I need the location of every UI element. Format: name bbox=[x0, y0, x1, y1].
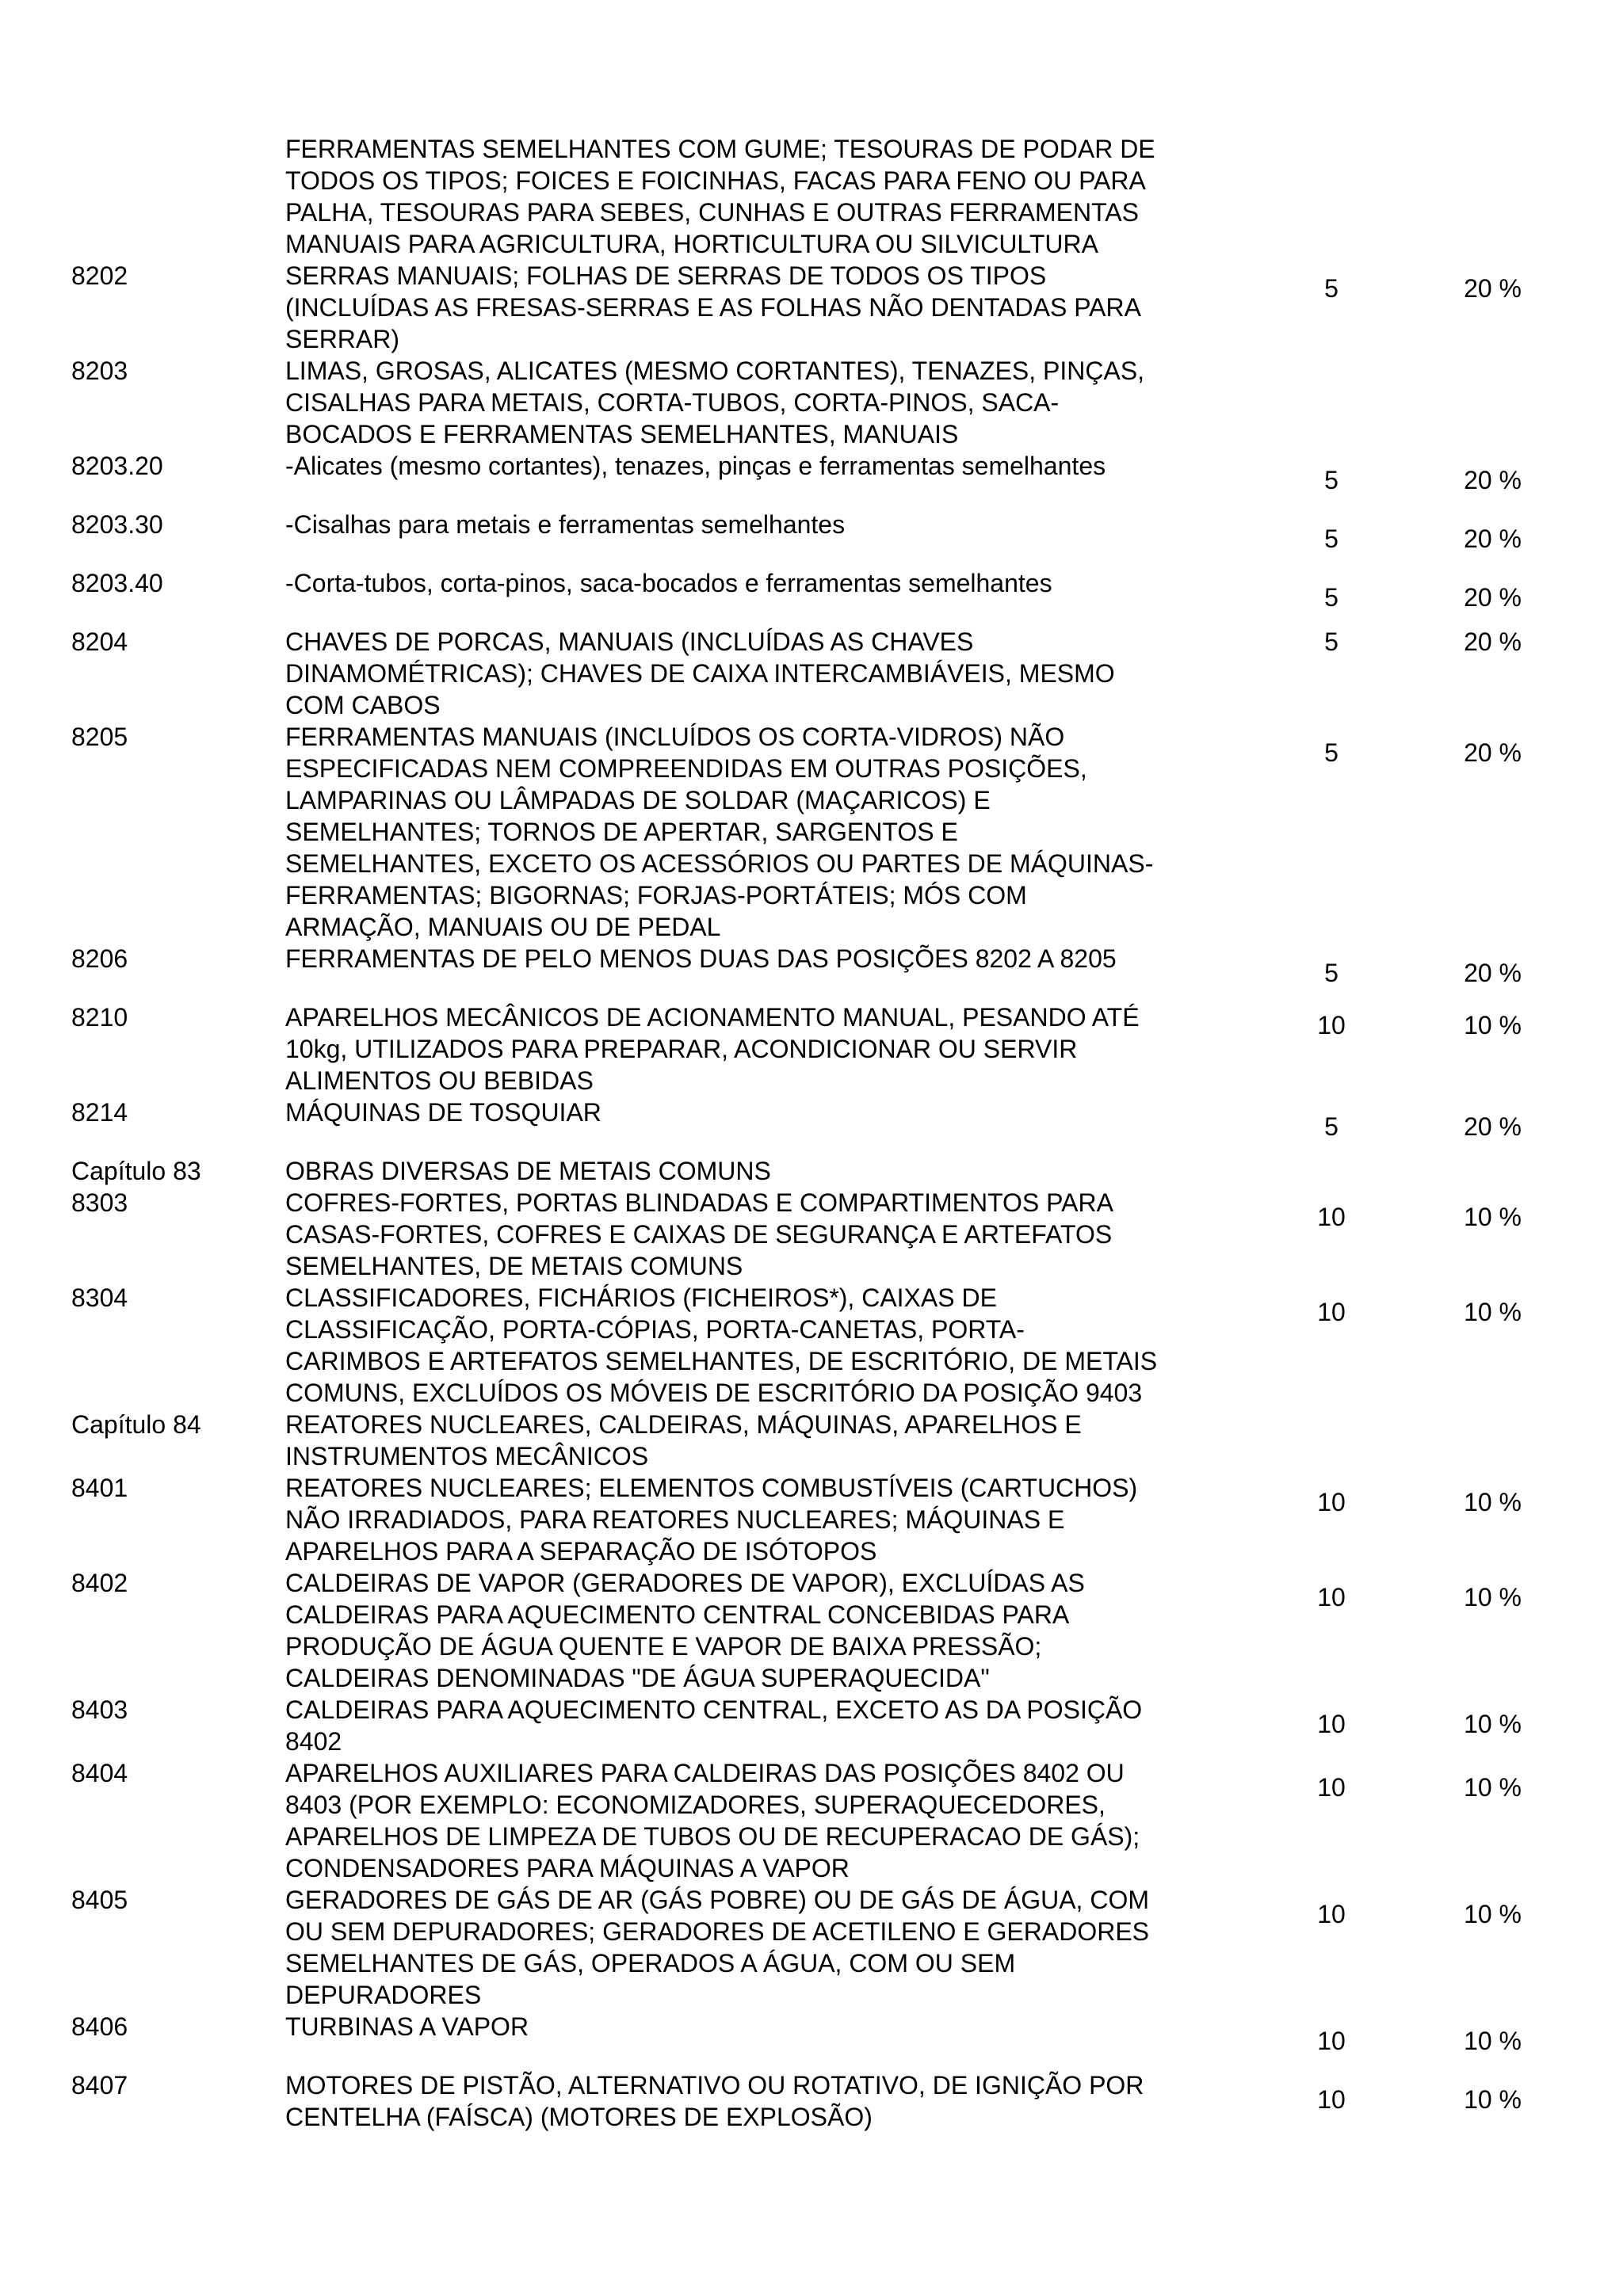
rate-value: 10 % bbox=[1464, 1583, 1522, 1611]
ncm-code: 8206 bbox=[71, 944, 128, 973]
description-line: CALDEIRAS DE VAPOR (GERADORES DE VAPOR), EXCLUÍDAS AS bbox=[285, 1569, 1085, 1597]
product-description bbox=[285, 1409, 1268, 1472]
description-line: TODOS OS TIPOS; FOICES E FOICINHAS, FACAS PARA FENO OU PARA bbox=[285, 166, 1146, 195]
description-line: CALDEIRAS DENOMINADAS "DE ÁGUA SUPERAQUECIDA" bbox=[285, 1664, 990, 1692]
product-description bbox=[285, 1282, 1268, 1409]
description-line: FERRAMENTAS DE PELO MENOS DUAS DAS POSIÇÕES 8202 A 8205 bbox=[285, 944, 1117, 973]
ncm-code: 8406 bbox=[71, 2012, 128, 2041]
years-value: 10 bbox=[1317, 1203, 1346, 1231]
rate-value: 10 % bbox=[1464, 1298, 1522, 1326]
description-line: REATORES NUCLEARES, CALDEIRAS, MÁQUINAS, APARELHOS E bbox=[285, 1410, 1082, 1439]
years-value: 10 bbox=[1317, 2085, 1346, 2114]
product-description bbox=[285, 133, 1268, 355]
ncm-code: 8202 bbox=[71, 261, 128, 290]
years-value: 5 bbox=[1324, 274, 1338, 303]
ncm-code: 8203.20 bbox=[71, 452, 163, 480]
description-line: FERRAMENTAS; BIGORNAS; FORJAS-PORTÁTEIS; MÓS COM bbox=[285, 881, 1027, 910]
rate-value: 10 % bbox=[1464, 1011, 1522, 1039]
years-value: 5 bbox=[1324, 627, 1338, 656]
product-description bbox=[285, 1694, 1268, 1757]
description-line: APARELHOS MECÂNICOS DE ACIONAMENTO MANUAL, PESANDO ATÉ bbox=[285, 1003, 1140, 1032]
ncm-code: Capítulo 83 bbox=[71, 1157, 201, 1185]
ncm-code: 8203.30 bbox=[71, 510, 163, 539]
years-value: 5 bbox=[1324, 1112, 1338, 1141]
ncm-code: 8304 bbox=[71, 1283, 128, 1312]
rate-value: 20 % bbox=[1464, 738, 1522, 767]
ncm-code: 8407 bbox=[71, 2071, 128, 2100]
description-line: APARELHOS DE LIMPEZA DE TUBOS OU DE RECUPERACAO DE GÁS); bbox=[285, 1822, 1140, 1851]
ncm-code: 8203 bbox=[71, 357, 128, 385]
years-value: 5 bbox=[1324, 524, 1338, 553]
product-description bbox=[285, 1472, 1268, 1567]
description-line: MANUAIS PARA AGRICULTURA, HORTICULTURA OU SILVICULTURA bbox=[285, 230, 1098, 258]
years-value: 10 bbox=[1317, 1488, 1346, 1516]
rate-value: 20 % bbox=[1464, 583, 1522, 612]
ncm-code: 8203.40 bbox=[71, 569, 163, 597]
description-line: PRODUÇÃO DE ÁGUA QUENTE E VAPOR DE BAIXA PRESSÃO; bbox=[285, 1632, 1042, 1661]
description-line: APARELHOS PARA A SEPARAÇÃO DE ISÓTOPOS bbox=[285, 1537, 877, 1566]
description-line: SERRAS MANUAIS; FOLHAS DE SERRAS DE TODOS OS TIPOS bbox=[285, 261, 1047, 290]
ncm-code: 8303 bbox=[71, 1188, 128, 1217]
description-line: INSTRUMENTOS MECÂNICOS bbox=[285, 1442, 649, 1470]
product-description bbox=[285, 626, 1268, 721]
years-value: 5 bbox=[1324, 959, 1338, 987]
description-line: SEMELHANTES, EXCETO OS ACESSÓRIOS OU PARTES DE MÁQUINAS- bbox=[285, 849, 1154, 878]
description-line: -Alicates (mesmo cortantes), tenazes, pinças e ferramentas semelhantes bbox=[285, 452, 1106, 480]
description-line: CLASSIFICAÇÃO, PORTA-CÓPIAS, PORTA-CANETAS, PORTA- bbox=[285, 1315, 1025, 1344]
rate-value: 20 % bbox=[1464, 1112, 1522, 1141]
description-line: GERADORES DE GÁS DE AR (GÁS POBRE) OU DE GÁS DE ÁGUA, COM bbox=[285, 1886, 1149, 1914]
rate-value: 20 % bbox=[1464, 466, 1522, 494]
description-line: CHAVES DE PORCAS, MANUAIS (INCLUÍDAS AS CHAVES bbox=[285, 627, 974, 656]
years-value: 10 bbox=[1317, 1773, 1346, 1802]
ncm-code: 8404 bbox=[71, 1759, 128, 1787]
product-description bbox=[285, 450, 1268, 482]
description-line: APARELHOS AUXILIARES PARA CALDEIRAS DAS POSIÇÕES 8402 OU bbox=[285, 1759, 1125, 1787]
product-description bbox=[285, 355, 1268, 450]
rate-value: 20 % bbox=[1464, 274, 1522, 303]
description-line: MOTORES DE PISTÃO, ALTERNATIVO OU ROTATIVO, DE IGNIÇÃO POR bbox=[285, 2071, 1144, 2100]
description-line: ARMAÇÃO, MANUAIS OU DE PEDAL bbox=[285, 913, 721, 941]
description-line: CARIMBOS E ARTEFATOS SEMELHANTES, DE ESCRITÓRIO, DE METAIS bbox=[285, 1347, 1158, 1375]
description-line: MÁQUINAS DE TOSQUIAR bbox=[285, 1098, 601, 1127]
description-line: SEMELHANTES DE GÁS, OPERADOS A ÁGUA, COM OU SEM bbox=[285, 1949, 1016, 1978]
product-description bbox=[285, 2069, 1268, 2133]
description-line: 8403 (POR EXEMPLO: ECONOMIZADORES, SUPERAQUECEDORES, bbox=[285, 1791, 1106, 1819]
years-value: 10 bbox=[1317, 1583, 1346, 1611]
description-line: COMUNS, EXCLUÍDOS OS MÓVEIS DE ESCRITÓRIO DA POSIÇÃO 9403 bbox=[285, 1379, 1143, 1407]
rate-value: 10 % bbox=[1464, 1710, 1522, 1738]
years-value: 10 bbox=[1317, 1011, 1346, 1039]
years-value: 10 bbox=[1317, 1710, 1346, 1738]
years-value: 5 bbox=[1324, 738, 1338, 767]
product-description bbox=[285, 1097, 1268, 1128]
description-line: CASAS-FORTES, COFRES E CAIXAS DE SEGURANÇA E ARTEFATOS bbox=[285, 1220, 1113, 1249]
product-description bbox=[285, 567, 1268, 599]
product-description bbox=[285, 1155, 1268, 1187]
description-line: CISALHAS PARA METAIS, CORTA-TUBOS, CORTA-PINOS, SACA- bbox=[285, 388, 1060, 417]
product-description bbox=[285, 1187, 1268, 1282]
product-description bbox=[285, 509, 1268, 540]
years-value: 10 bbox=[1317, 1900, 1346, 1928]
rate-value: 10 % bbox=[1464, 1773, 1522, 1802]
rate-value: 10 % bbox=[1464, 2027, 1522, 2055]
description-line: NÃO IRRADIADOS, PARA REATORES NUCLEARES; MÁQUINAS E bbox=[285, 1505, 1065, 1534]
description-line: 8402 bbox=[285, 1727, 342, 1756]
description-line: PALHA, TESOURAS PARA SEBES, CUNHAS E OUTRAS FERRAMENTAS bbox=[285, 198, 1139, 227]
description-line: CENTELHA (FAÍSCA) (MOTORES DE EXPLOSÃO) bbox=[285, 2103, 873, 2131]
description-line: FERRAMENTAS SEMELHANTES COM GUME; TESOURAS DE PODAR DE bbox=[285, 135, 1155, 163]
ncm-code: 8210 bbox=[71, 1003, 128, 1032]
rate-value: 20 % bbox=[1464, 524, 1522, 553]
description-line: CLASSIFICADORES, FICHÁRIOS (FICHEIROS*), CAIXAS DE bbox=[285, 1283, 997, 1312]
years-value: 5 bbox=[1324, 583, 1338, 612]
product-description bbox=[285, 1757, 1268, 1884]
description-line: REATORES NUCLEARES; ELEMENTOS COMBUSTÍVEIS (CARTUCHOS) bbox=[285, 1474, 1138, 1502]
rate-value: 10 % bbox=[1464, 1900, 1522, 1928]
description-line: TURBINAS A VAPOR bbox=[285, 2012, 529, 2041]
description-line: -Corta-tubos, corta-pinos, saca-bocados e ferramentas semelhantes bbox=[285, 569, 1052, 597]
product-description bbox=[285, 1001, 1268, 1097]
product-description bbox=[285, 721, 1268, 943]
description-line: SERRAR) bbox=[285, 325, 400, 353]
description-line: FERRAMENTAS MANUAIS (INCLUÍDOS OS CORTA-VIDROS) NÃO bbox=[285, 723, 1065, 751]
ncm-code: 8405 bbox=[71, 1886, 128, 1914]
description-line: OU SEM DEPURADORES; GERADORES DE ACETILENO E GERADORES bbox=[285, 1917, 1149, 1946]
description-line: -Cisalhas para metais e ferramentas semelhantes bbox=[285, 510, 846, 539]
product-description bbox=[285, 1567, 1268, 1694]
product-description bbox=[285, 1884, 1268, 2011]
description-line: DINAMOMÉTRICAS); CHAVES DE CAIXA INTERCAMBIÁVEIS, MESMO bbox=[285, 659, 1115, 688]
description-line: ALIMENTOS OU BEBIDAS bbox=[285, 1066, 594, 1095]
years-value: 10 bbox=[1317, 2027, 1346, 2055]
rate-value: 10 % bbox=[1464, 1203, 1522, 1231]
ncm-code: 8205 bbox=[71, 723, 128, 751]
years-value: 10 bbox=[1317, 1298, 1346, 1326]
rate-value: 20 % bbox=[1464, 959, 1522, 987]
description-line: BOCADOS E FERRAMENTAS SEMELHANTES, MANUAIS bbox=[285, 420, 959, 448]
ncm-code: 8204 bbox=[71, 627, 128, 656]
description-line: DEPURADORES bbox=[285, 1981, 482, 2009]
ncm-code: Capítulo 84 bbox=[71, 1410, 201, 1439]
description-line: (INCLUÍDAS AS FRESAS-SERRAS E AS FOLHAS NÃO DENTADAS PARA bbox=[285, 293, 1141, 322]
description-line: SEMELHANTES, DE METAIS COMUNS bbox=[285, 1252, 743, 1280]
rate-value: 10 % bbox=[1464, 2085, 1522, 2114]
years-value: 5 bbox=[1324, 466, 1338, 494]
description-line: COM CABOS bbox=[285, 691, 441, 719]
description-line: CALDEIRAS PARA AQUECIMENTO CENTRAL, EXCETO AS DA POSIÇÃO bbox=[285, 1695, 1143, 1724]
description-line: SEMELHANTES; TORNOS DE APERTAR, SARGENTOS E bbox=[285, 818, 958, 846]
ncm-code: 8401 bbox=[71, 1474, 128, 1502]
rate-value: 20 % bbox=[1464, 627, 1522, 656]
description-line: LIMAS, GROSAS, ALICATES (MESMO CORTANTES), TENAZES, PINÇAS, bbox=[285, 357, 1145, 385]
description-line: COFRES-FORTES, PORTAS BLINDADAS E COMPARTIMENTOS PARA bbox=[285, 1188, 1113, 1217]
description-line: ESPECIFICADAS NEM COMPREENDIDAS EM OUTRAS POSIÇÕES, bbox=[285, 754, 1087, 783]
ncm-code: 8402 bbox=[71, 1569, 128, 1597]
rate-value: 10 % bbox=[1464, 1488, 1522, 1516]
description-line: OBRAS DIVERSAS DE METAIS COMUNS bbox=[285, 1157, 771, 1185]
product-description bbox=[285, 943, 1268, 974]
ncm-code: 8214 bbox=[71, 1098, 128, 1127]
description-line: LAMPARINAS OU LÂMPADAS DE SOLDAR (MAÇARICOS) E bbox=[285, 786, 991, 814]
ncm-code: 8403 bbox=[71, 1695, 128, 1724]
product-description bbox=[285, 2011, 1268, 2042]
description-line: CALDEIRAS PARA AQUECIMENTO CENTRAL CONCEBIDAS PARA bbox=[285, 1600, 1070, 1629]
description-line: 10kg, UTILIZADOS PARA PREPARAR, ACONDICIONAR OU SERVIR bbox=[285, 1035, 1078, 1063]
description-line: CONDENSADORES PARA MÁQUINAS A VAPOR bbox=[285, 1854, 850, 1882]
